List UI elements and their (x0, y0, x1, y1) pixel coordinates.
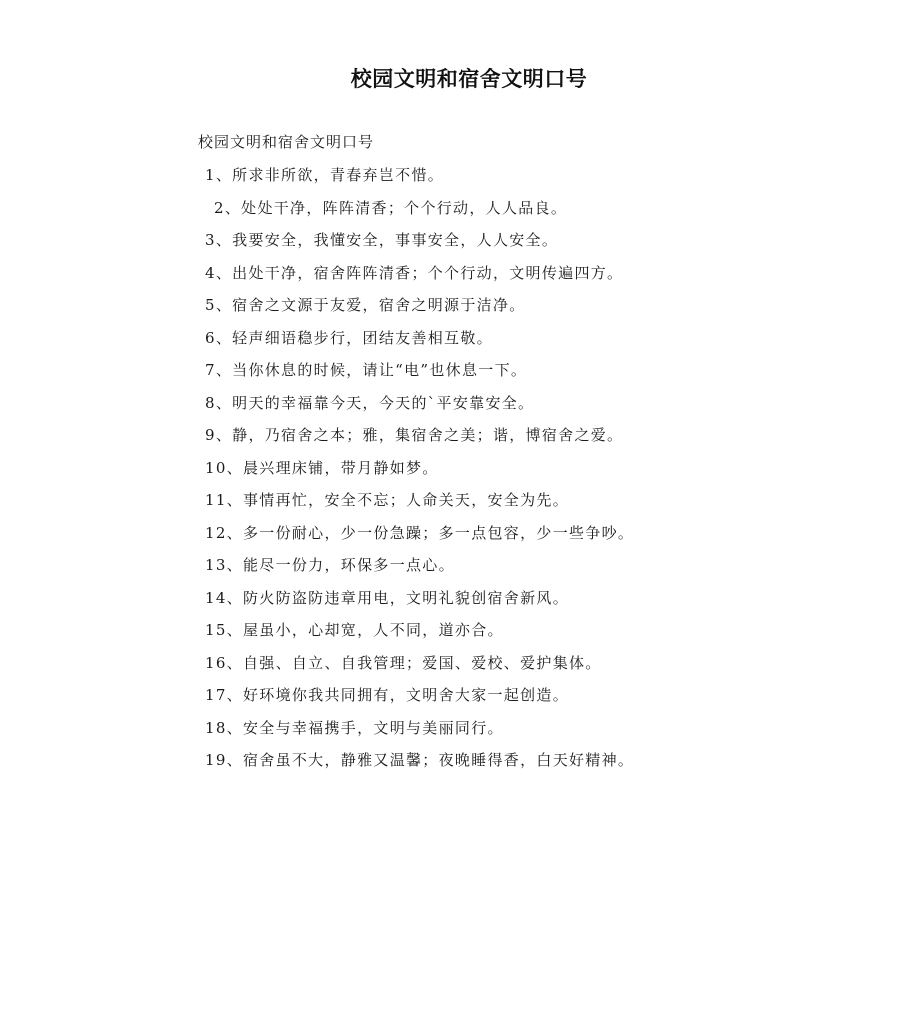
slogan-item: 11、事情再忙，安全不忘；人命关天，安全为先。 (205, 491, 569, 509)
slogan-item: 7、当你休息的时候，请让“电”也休息一下。 (205, 361, 528, 379)
slogan-item: 2、处处干净，阵阵清香；个个行动，人人品良。 (214, 198, 568, 217)
slogan-item: 19、宿舍虽不大，静雅又温馨；夜晚睡得香，白天好精神。 (205, 751, 635, 769)
document-subtitle: 校园文明和宿舍文明口号 (198, 133, 375, 151)
slogan-item: 16、自强、自立、自我管理；爱国、爱校、爱护集体。 (205, 653, 602, 672)
slogan-item: 6、轻声细语稳步行，团结友善相互敬。 (205, 328, 493, 347)
slogan-list (205, 164, 634, 782)
slogan-item: 15、屋虽小，心却宽，人不同，道亦合。 (205, 621, 504, 639)
slogan-item: 12、多一份耐心，少一份急躁；多一点包容，少一些争吵。 (205, 523, 635, 542)
slogan-item: 5、宿舍之文源于友爱，宿舍之明源于洁净。 (205, 296, 526, 314)
slogan-item: 4、出处干净，宿舍阵阵清香；个个行动，文明传遍四方。 (205, 263, 624, 282)
slogan-item: 10、晨兴理床铺，带月静如梦。 (205, 458, 439, 477)
slogan-item: 3、我要安全，我懂安全，事事安全，人人安全。 (205, 231, 559, 249)
page-title: 校园文明和宿舍文明口号 (350, 67, 588, 91)
slogan-item: 13、能尽一份力，环保多一点心。 (205, 556, 455, 574)
slogan-item: 1、所求非所欲，青春弃岂不惜。 (205, 166, 445, 184)
slogan-item: 9、静，乃宿舍之本；雅，集宿舍之美；谐，博宿舍之爱。 (205, 426, 624, 444)
slogan-item: 8、明天的幸福靠今天，今天的`平安靠安全。 (205, 393, 535, 412)
slogan-item: 18、安全与幸福携手，文明与美丽同行。 (205, 718, 504, 737)
slogan-item: 14、防火防盗防违章用电，文明礼貌创宿舍新风。 (205, 588, 569, 607)
slogan-item: 17、好环境你我共同拥有，文明舍大家一起创造。 (205, 686, 569, 704)
